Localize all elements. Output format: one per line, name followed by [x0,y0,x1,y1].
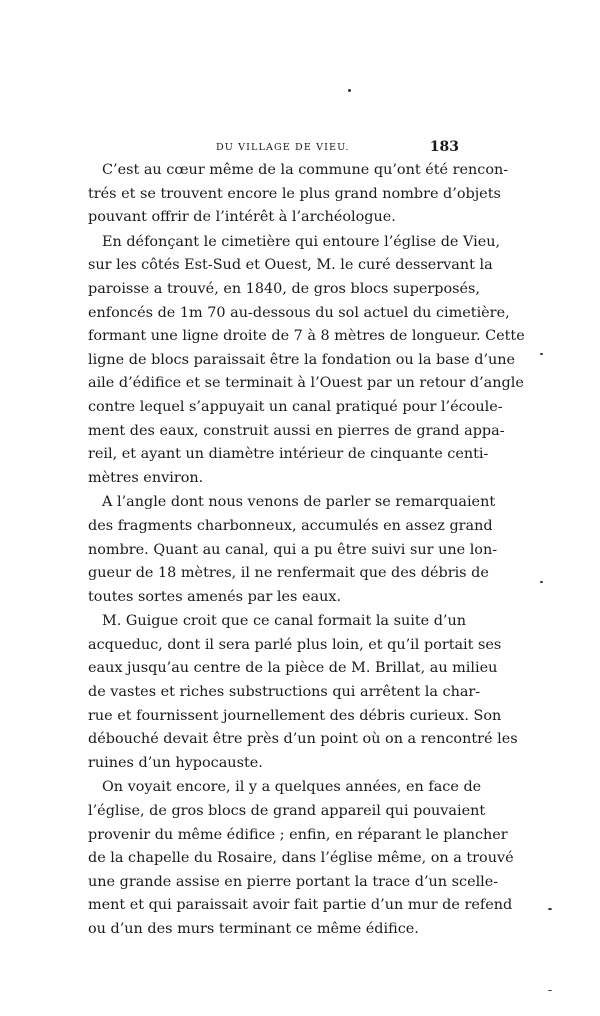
text-line: une grande assise en pierre portant la trace d’un scelle- [88,873,499,890]
paragraph-4 [88,610,518,775]
text-line: ligne de blocs paraissait être la fondation ou la base d’une [88,351,516,368]
text-line: provenir du même édifice ; enfin, en réparant le plancher [88,826,508,843]
text-line: trés et se trouvent encore le plus grand nombre d’objets [88,185,501,202]
text-line: rue et fournissent journellement des débris curieux. Son [88,707,502,724]
text-line: mètres environ. [88,469,204,486]
text-line: On voyait encore, il y a quelques années, en face de [102,779,482,796]
scan-speck [540,353,543,355]
page-header [88,141,459,159]
text-line: l’église, de gros blocs de grand appareil qui pouvaient [88,803,486,820]
paragraph-2 [88,231,525,491]
text-line: paroisse a trouvé, en 1840, de gros blocs superposés, [88,280,480,297]
page-number: 183 [429,139,459,155]
text-line: des fragments charbonneux, accumulés en assez grand [88,517,493,534]
text-line: acqueduc, dont il sera parlé plus loin, et qu’il portait ses [88,636,502,653]
scan-speck [548,990,552,991]
text-line: C’est au cœur même de la commune qu’ont été rencon- [102,162,509,178]
text-line: sur les côtés Est-Sud et Ouest, M. le curé desservant la [88,257,493,274]
scan-speck [548,908,552,910]
text-line: gueur de 18 mètres, il ne renfermait que des débris de [88,565,489,582]
text-line: ruines d’un hypocauste. [88,754,263,771]
text-line: En défonçant le cimetière qui entoure l’église de Vieu, [102,233,501,250]
text-line: formant une ligne droite de 7 à 8 mètres de longueur. Cette [88,328,525,345]
text-line: de vastes et riches substructions qui arrêtent la char- [88,684,481,701]
text-line: toutes sortes amenés par les eaux. [88,588,342,605]
text-line: ment et qui paraissait avoir fait partie d’un mur de refend [88,897,513,914]
paragraph-1 [88,159,509,230]
paragraph-5 [88,776,514,941]
text-line: contre lequel s’appuyait un canal pratiqué pour l’écoule- [88,398,503,415]
text-line: de la chapelle du Rosaire, dans l’église même, on a trouvé [88,850,514,867]
text-line: A l’angle dont nous venons de parler se remarquaient [102,494,496,511]
text-line: pouvant offrir de l’intérêt à l’archéologue. [88,209,396,226]
text-line: enfoncés de 1m 70 au-dessous du sol actuel du cimetière, [88,304,510,321]
scan-speck [348,89,351,92]
text-line: M. Guigue croit que ce canal formait la suite d’un [102,613,467,630]
text-line: reil, et ayant un diamètre intérieur de cinquante centi- [88,446,489,463]
running-head: DU VILLAGE DE VIEU. [216,142,350,153]
scan-speck [540,581,543,583]
text-line: débouché devait être près d’un point où on a rencontré les [88,731,518,748]
text-line: ou d’un des murs terminant ce même édifice. [88,921,419,937]
text-line: nombre. Quant au canal, qui a pu être suivi sur une lon- [88,541,498,558]
text-line: aile d’édifice et se terminait à l’Ouest par un retour d’angle [88,375,524,392]
text-line: ment des eaux, construit aussi en pierres de grand appa- [88,422,505,439]
paragraph-3 [88,491,498,609]
body-text [88,159,525,942]
text-line: eaux jusqu’au centre de la pièce de M. Brillat, au milieu [88,660,498,677]
